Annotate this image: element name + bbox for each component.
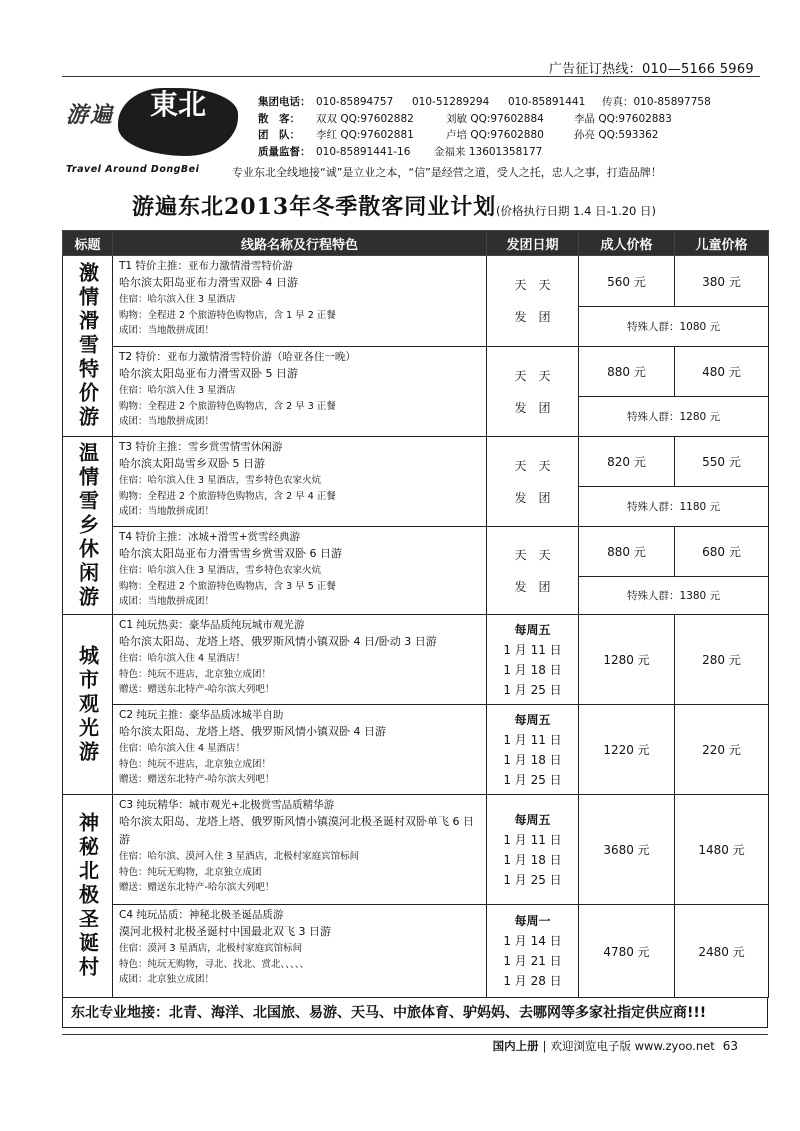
table-header-row <box>63 231 769 256</box>
special-price-t2: 特殊人群：1280 元 <box>579 397 769 437</box>
title-row <box>62 188 762 228</box>
adult-price-t3: 820 元 <box>579 437 675 487</box>
logo-hanzi-text: 東北 <box>149 88 206 121</box>
route-t2: T2 特价：亚布力激情滑雪特价游（哈亚各住一晚） 哈尔滨太阳岛亚布力滑雪双卧 5 日游 住宿：哈尔滨入住 3 星酒店 购物：全程进 2 个旅游特色购物店，含 2 早 3 正餐 成团：当地散拼成团！ <box>113 347 487 437</box>
route-t1: T1 特价主推：亚布力激情滑雪特价游 哈尔滨太阳岛亚布力滑雪双卧 4 日游 住宿：哈尔滨入住 3 星酒店 购物：全程进 2 个旅游特色购物店，含 1 早 2 正餐 成团：当地散拼成团！ <box>113 256 487 347</box>
category-city-tour: 城市观光游 <box>63 615 113 795</box>
table-row <box>63 905 769 998</box>
adult-price-t2: 880 元 <box>579 347 675 397</box>
header <box>62 84 762 186</box>
route-c4: C4 纯玩品质：神秘北极圣诞品质游 漠河北极村北极圣诞村中国最北双飞 3 日游 住宿：漠河 3 星酒店，北极村家庭宾馆标间 特色：纯玩无购物，寻北、找北、赏北、、、、、 成团：北京独立成团！ <box>113 905 487 998</box>
table-row <box>63 347 769 397</box>
special-price-t1: 特殊人群：1080 元 <box>579 307 769 347</box>
price-validity-note: (价格执行日期 1.4 日-1.20 日) <box>496 204 656 218</box>
route-c1: C1 纯玩热卖：豪华品质纯玩城市观光游 哈尔滨太阳岛、龙塔上塔、俄罗斯风情小镇双卧 4 日/卧动 3 日游 住宿：哈尔滨入住 4 星酒店！ 特色：纯玩不进店，北京独立成团！ 赠送：赠送东北特产-哈尔滨大列吧！ <box>113 615 487 705</box>
footer-section: 国内上册 <box>492 1039 539 1053</box>
dates-t2: 天 天 发 团 <box>487 347 579 437</box>
footer-divider <box>62 1034 768 1035</box>
company-logo <box>66 84 251 184</box>
adult-price-c1: 1280 元 <box>579 615 675 705</box>
footer-website: 欢迎浏览电子版 www.zyoo.net <box>550 1039 715 1053</box>
child-price-t1: 380 元 <box>675 256 769 307</box>
table-row <box>63 615 769 705</box>
contact-row-individual: 散 客： 双双 QQ:97602882 刘敏 QQ:97602884 李晶 QQ:97602883 <box>258 112 672 125</box>
tour-plan-table <box>62 230 769 998</box>
child-price-t3: 550 元 <box>675 437 769 487</box>
route-c3: C3 纯玩精华：城市观光+北极赏雪品质精华游 哈尔滨太阳岛、龙塔上塔、俄罗斯风情小镇漠河北极圣诞村双卧单飞 6 日游 住宿：哈尔滨、漠河入住 3 星酒店，北极村家庭宾馆标间 特色：纯玩无购物，北京独立成团 赠送：赠送东北特产-哈尔滨大列吧！ <box>113 795 487 905</box>
category-arctic-village: 神秘北极圣诞村 <box>63 795 113 998</box>
page-title: 游遍东北2013年冬季散客同业计划 <box>132 194 497 220</box>
logo-english-text: Travel Around DongBei <box>66 164 200 175</box>
contact-row-quality: 质量监督： 010-85891441-16 金福来 13601358177 <box>258 145 543 158</box>
dates-c4: 每周一 1 月 14 日 1 月 21 日 1 月 28 日 <box>487 905 579 998</box>
header-dates: 发团日期 <box>487 231 579 256</box>
dates-c1: 每周五 1 月 11 日 1 月 18 日 1 月 25 日 <box>487 615 579 705</box>
adult-price-c2: 1220 元 <box>579 705 675 795</box>
supplier-banner: 东北专业地接：北青、海洋、北国旅、易游、天马、中旅体育、驴妈妈、去哪网等多家社指定供应商!!! <box>62 998 768 1028</box>
dates-t4: 天 天 发 团 <box>487 527 579 615</box>
table-row <box>63 705 769 795</box>
dates-t1: 天 天 发 团 <box>487 256 579 347</box>
table-row <box>63 527 769 577</box>
table-row <box>63 795 769 905</box>
route-t4: T4 特价主推：冰城+滑雪+赏雪经典游 哈尔滨太阳岛亚布力滑雪雪乡赏雪双卧 6 日游 住宿：哈尔滨入住 3 星酒店，雪乡特色农家火炕 购物：全程进 2 个旅游特色购物店，含 3 早 5 正餐 成团：当地散拼成团！ <box>113 527 487 615</box>
header-category: 标题 <box>63 231 113 256</box>
table-row <box>63 256 769 307</box>
top-divider <box>62 76 760 77</box>
adult-price-c4: 4780 元 <box>579 905 675 998</box>
header-adult-price: 成人价格 <box>579 231 675 256</box>
adult-price-t1: 560 元 <box>579 256 675 307</box>
special-price-t4: 特殊人群：1380 元 <box>579 577 769 615</box>
company-slogan: 专业东北全线地接“诚”是立业之本，“信”是经营之道，受人之托，忠人之事，打造品牌！ <box>232 166 662 179</box>
contact-block <box>258 94 762 160</box>
child-price-c3: 1480 元 <box>675 795 769 905</box>
page-footer <box>493 1038 738 1054</box>
adult-price-t4: 880 元 <box>579 527 675 577</box>
contact-row-phone: 集团电话： 010-85894757 010-51289294 010-85891441 传真：010-85897758 <box>258 96 711 108</box>
ad-hotline: 广告征订热线：010—5166 5969 <box>548 62 754 77</box>
adult-price-c3: 3680 元 <box>579 795 675 905</box>
table-row <box>63 437 769 487</box>
dates-c2: 每周五 1 月 11 日 1 月 18 日 1 月 25 日 <box>487 705 579 795</box>
header-route: 线路名称及行程特色 <box>113 231 487 256</box>
category-snow-village: 温情雪乡休闲游 <box>63 437 113 615</box>
child-price-t4: 680 元 <box>675 527 769 577</box>
special-price-t3: 特殊人群：1180 元 <box>579 487 769 527</box>
contact-row-group: 团 队： 李红 QQ:97602881 卢培 QQ:97602880 孙亮 QQ:593362 <box>258 129 659 141</box>
child-price-c2: 220 元 <box>675 705 769 795</box>
category-ski: 激情滑雪特价游 <box>63 256 113 437</box>
child-price-t2: 480 元 <box>675 347 769 397</box>
child-price-c1: 280 元 <box>675 615 769 705</box>
route-c2: C2 纯玩主推：豪华品质冰城半自助 哈尔滨太阳岛、龙塔上塔、俄罗斯风情小镇双卧 4 日游 住宿：哈尔滨入住 4 星酒店！ 特色：纯玩不进店，北京独立成团！ 赠送：赠送东北特产-哈尔滨大列吧！ <box>113 705 487 795</box>
logo-script-text: 游遍 <box>66 102 115 128</box>
dates-c3: 每周五 1 月 11 日 1 月 18 日 1 月 25 日 <box>487 795 579 905</box>
route-t3: T3 特价主推：雪乡赏雪情雪休闲游 哈尔滨太阳岛雪乡双卧 5 日游 住宿：哈尔滨入住 3 星酒店，雪乡特色农家火炕 购物：全程进 2 个旅游特色购物店，含 2 早 4 正餐 成团：当地散拼成团！ <box>113 437 487 527</box>
header-child-price: 儿童价格 <box>675 231 769 256</box>
dates-t3: 天 天 发 团 <box>487 437 579 527</box>
page-number: 63 <box>722 1039 738 1053</box>
footer-separator: | <box>542 1039 547 1053</box>
child-price-c4: 2480 元 <box>675 905 769 998</box>
